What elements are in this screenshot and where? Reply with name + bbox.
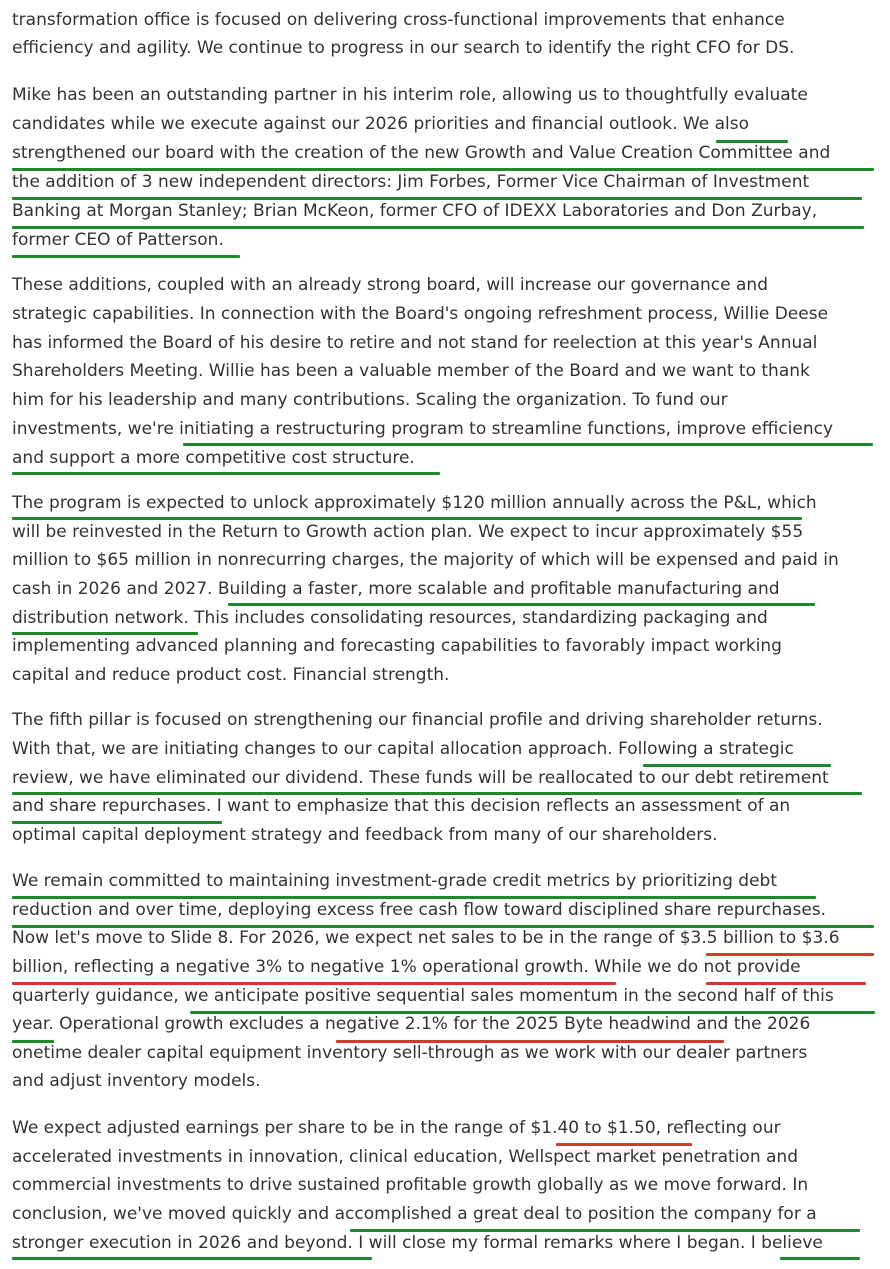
text-line: and share repurchases. I want to emphasize that this decision reflects an assessment of an (12, 796, 791, 816)
key-statement-underline (12, 472, 440, 475)
text-line: We remain committed to maintaining investment-grade credit metrics by prioritizing debt (12, 871, 777, 891)
text-line: The fifth pillar is focused on strengthening our financial profile and driving shareholder returns. (12, 710, 823, 730)
key-statement-underline (12, 517, 802, 520)
text-line: Now let's move to Slide 8. For 2026, we expect net sales to be in the range of $3.5 billion to $3.6 (12, 928, 840, 948)
key-statement-underline (12, 925, 874, 928)
guidance-figure-underline (12, 982, 616, 985)
text-line: Banking at Morgan Stanley; Brian McKeon, former CFO of IDEXX Laboratories and Don Zurbay, (12, 201, 818, 221)
text-line: quarterly guidance, we anticipate positive sequential sales momentum in the second half of this (12, 986, 834, 1006)
text-line: him for his leadership and many contributions. Scaling the organization. To fund our (12, 390, 728, 410)
text-line: Mike has been an outstanding partner in his interim role, allowing us to thoughtfully evaluate (12, 85, 808, 105)
text-line: candidates while we execute against our 2026 priorities and financial outlook. We also (12, 114, 749, 134)
text-line: has informed the Board of his desire to retire and not stand for reelection at this year's Annual (12, 333, 818, 353)
text-line: transformation office is focused on delivering cross-functional improvements that enhance (12, 10, 785, 30)
key-statement-underline (350, 1229, 860, 1232)
text-line: the addition of 3 new independent directors: Jim Forbes, Former Vice Chairman of Investment (12, 172, 810, 192)
guidance-figure-underline (336, 1040, 724, 1043)
text-line: onetime dealer capital equipment inventory sell-through as we work with our dealer partners (12, 1043, 808, 1063)
key-statement-underline (12, 632, 198, 635)
key-statement-underline (12, 821, 222, 824)
text-line: capital and reduce product cost. Financial strength. (12, 665, 450, 685)
text-line: conclusion, we've moved quickly and accomplished a great deal to position the company for a (12, 1204, 817, 1224)
text-line: With that, we are initiating changes to our capital allocation approach. Following a strategic (12, 739, 794, 759)
text-line: and support a more competitive cost structure. (12, 448, 415, 468)
key-statement-underline (12, 168, 874, 171)
key-statement-underline (643, 764, 831, 767)
text-line: commercial investments to drive sustained profitable growth globally as we move forward. In (12, 1175, 809, 1195)
text-line: investments, we're initiating a restructuring program to streamline functions, improve efficiency (12, 419, 834, 439)
key-statement-underline (12, 1257, 372, 1260)
key-statement-underline (12, 197, 862, 200)
text-line: million to $65 million in nonrecurring charges, the majority of which will be expensed and paid in (12, 550, 839, 570)
text-line: efficiency and agility. We continue to progress in our search to identify the right CFO for DS. (12, 38, 795, 58)
key-statement-underline (780, 1257, 860, 1260)
text-line: year. Operational growth excludes a negative 2.1% for the 2025 Byte headwind and the 2026 (12, 1014, 811, 1034)
text-line: optimal capital deployment strategy and feedback from many of our shareholders. (12, 825, 718, 845)
text-line: and adjust inventory models. (12, 1071, 261, 1091)
key-statement-underline (12, 1040, 54, 1043)
key-statement-underline (12, 896, 816, 899)
text-line: cash in 2026 and 2027. Building a faster, more scalable and profitable manufacturing and (12, 579, 780, 599)
text-line: implementing advanced planning and forecasting capabilities to favorably impact working (12, 636, 782, 656)
guidance-figure-underline (706, 953, 874, 956)
text-line: billion, reflecting a negative 3% to negative 1% operational growth. While we do not provide (12, 957, 801, 977)
guidance-figure-underline (706, 982, 866, 985)
key-statement-underline (12, 255, 240, 258)
text-line: reduction and over time, deploying excess free cash flow toward disciplined share repurchases. (12, 900, 827, 920)
text-line: accelerated investments in innovation, clinical education, Wellspect market penetration and (12, 1147, 798, 1167)
text-line: review, we have eliminated our dividend. These funds will be reallocated to our debt retirement (12, 768, 829, 788)
text-line: We expect adjusted earnings per share to be in the range of $1.40 to $1.50, reflecting our (12, 1118, 781, 1138)
text-line: former CEO of Patterson. (12, 230, 224, 250)
text-line: stronger execution in 2026 and beyond. I will close my formal remarks where I began. I believe (12, 1233, 823, 1253)
key-statement-underline (190, 1011, 875, 1014)
guidance-figure-underline (556, 1143, 692, 1146)
text-line: strategic capabilities. In connection with the Board's ongoing refreshment process, Willie Deese (12, 304, 829, 324)
text-line: Shareholders Meeting. Willie has been a valuable member of the Board and we want to thank (12, 361, 810, 381)
key-statement-underline (183, 443, 873, 446)
text-line: The program is expected to unlock approximately $120 million annually across the P&L, which (12, 493, 817, 513)
key-statement-underline (716, 140, 788, 143)
text-line: distribution network. This includes consolidating resources, standardizing packaging and (12, 608, 768, 628)
key-statement-underline (228, 603, 815, 606)
key-statement-underline (12, 792, 862, 795)
text-line: will be reinvested in the Return to Growth action plan. We expect to incur approximately $55 (12, 522, 804, 542)
key-statement-underline (12, 226, 864, 229)
text-line: These additions, coupled with an already strong board, will increase our governance and (12, 275, 769, 295)
text-line: strengthened our board with the creation of the new Growth and Value Creation Committee and (12, 143, 831, 163)
